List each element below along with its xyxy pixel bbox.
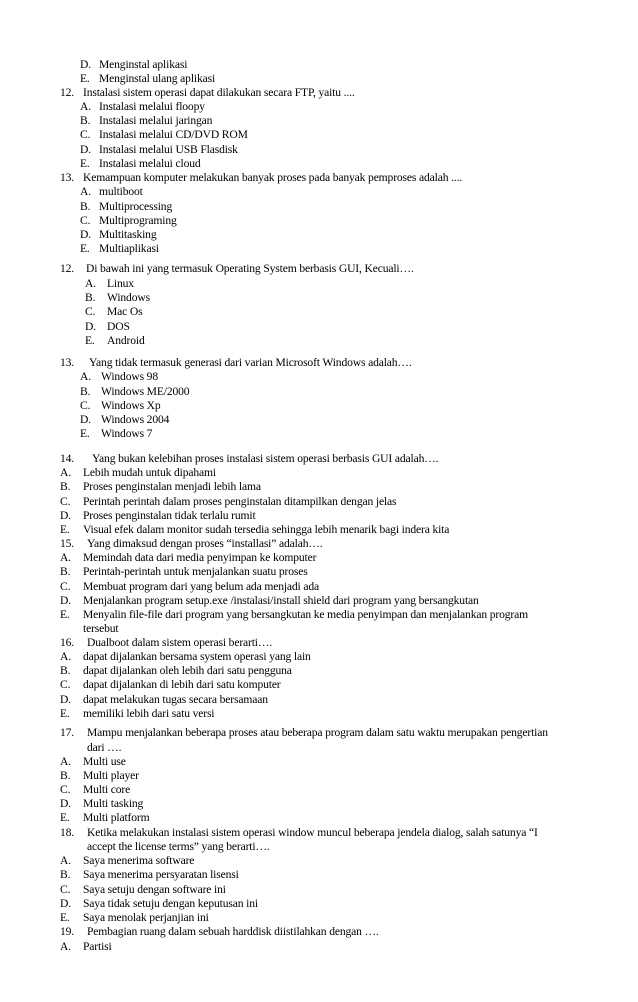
line-text: Dualboot dalam sistem operasi berarti…. bbox=[87, 636, 273, 649]
line-text: Saya setuju dengan software ini bbox=[83, 883, 226, 896]
line-text: Saya tidak setuju dengan keputusan ini bbox=[83, 897, 258, 910]
line-number-label: 16. bbox=[60, 636, 75, 649]
line-text: Yang dimaksud dengan proses “installasi” adalah…. bbox=[87, 537, 323, 550]
line-text: Saya menerima software bbox=[83, 854, 195, 867]
line-number-label: B. bbox=[60, 664, 71, 677]
line-text: Multi use bbox=[83, 755, 126, 768]
line-text: Membuat program dari yang belum ada menjadi ada bbox=[83, 580, 320, 593]
line-number-label: B. bbox=[80, 200, 91, 213]
line-text: Android bbox=[107, 334, 145, 347]
line-text: multiboot bbox=[99, 185, 143, 198]
line-number-label: B. bbox=[85, 291, 96, 304]
line-number-label: A. bbox=[60, 854, 71, 867]
line-number-label: 12. bbox=[60, 262, 75, 275]
line-number-label: C. bbox=[60, 783, 71, 796]
line-number-label: C. bbox=[80, 214, 91, 227]
line-text: tersebut bbox=[83, 622, 119, 635]
line-text: accept the license terms” yang berarti…. bbox=[87, 840, 270, 853]
line-text: Windows bbox=[107, 291, 150, 304]
line-text: Instalasi sistem operasi dapat dilakukan secara FTP, yaitu .... bbox=[83, 86, 355, 99]
line-text: Windows Xp bbox=[101, 399, 161, 412]
line-number-label: 17. bbox=[60, 726, 75, 739]
line-number-label: E. bbox=[80, 157, 90, 170]
line-number-label: A. bbox=[85, 277, 96, 290]
line-number-label: 12. bbox=[60, 86, 75, 99]
line-text: Menginstal ulang aplikasi bbox=[99, 72, 216, 85]
line-number-label: D. bbox=[60, 897, 71, 910]
line-text: Instalasi melalui CD/DVD ROM bbox=[99, 128, 248, 141]
line-number-label: D. bbox=[85, 320, 96, 333]
line-number-label: D. bbox=[80, 228, 91, 241]
line-text: Proses penginstalan tidak terlalu rumit bbox=[83, 509, 256, 522]
line-number-label: 13. bbox=[60, 356, 75, 369]
line-text: Menyalin file-file dari program yang bersangkutan ke media penyimpan dan menjalankan program bbox=[83, 608, 528, 621]
line-number-label: E. bbox=[80, 427, 90, 440]
line-number-label: B. bbox=[60, 565, 71, 578]
line-number-label: A. bbox=[60, 551, 71, 564]
line-text: Di bawah ini yang termasuk Operating System berbasis GUI, Kecuali…. bbox=[86, 262, 414, 275]
line-number-label: E. bbox=[80, 72, 90, 85]
line-number-label: E. bbox=[60, 707, 70, 720]
line-text: Ketika melakukan instalasi sistem operasi window muncul beberapa jendela dialog, salah satunya “I bbox=[87, 826, 538, 839]
line-text: Instalasi melalui jaringan bbox=[99, 114, 213, 127]
line-number-label: C. bbox=[85, 305, 96, 318]
line-number-label: D. bbox=[60, 594, 71, 607]
line-text: Memindah data dari media penyimpan ke komputer bbox=[83, 551, 317, 564]
line-number-label: E. bbox=[60, 811, 70, 824]
line-text: dapat dijalankan bersama system operasi yang lain bbox=[83, 650, 311, 663]
line-number-label: 13. bbox=[60, 171, 75, 184]
line-number-label: D. bbox=[60, 509, 71, 522]
line-text: dapat melakukan tugas secara bersamaan bbox=[83, 693, 268, 706]
line-number-label: A. bbox=[80, 100, 91, 113]
line-text: Kemampuan komputer melakukan banyak proses pada banyak pemproses adalah .... bbox=[83, 171, 463, 184]
line-text: Perintah-perintah untuk menjalankan suatu proses bbox=[83, 565, 308, 578]
line-number-label: 15. bbox=[60, 537, 75, 550]
line-text: Visual efek dalam monitor sudah tersedia sehingga lebih menarik bagi indera kita bbox=[83, 523, 450, 536]
line-text: Partisi bbox=[83, 940, 112, 953]
line-text: Multiprograming bbox=[99, 214, 177, 227]
line-number-label: C. bbox=[60, 495, 71, 508]
line-number-label: B. bbox=[60, 480, 71, 493]
line-number-label: C. bbox=[60, 580, 71, 593]
line-text: Menjalankan program setup.exe /instalasi/install shield dari program yang bersangkutan bbox=[83, 594, 479, 607]
line-number-label: A. bbox=[60, 466, 71, 479]
line-text: Pembagian ruang dalam sebuah harddisk diistilahkan dengan …. bbox=[87, 925, 379, 938]
line-number-label: A. bbox=[60, 650, 71, 663]
line-text: Saya menerima persyaratan lisensi bbox=[83, 868, 239, 881]
line-number-label: E. bbox=[60, 523, 70, 536]
line-number-label: A. bbox=[80, 185, 91, 198]
line-number-label: 14. bbox=[60, 452, 75, 465]
line-text: Yang bukan kelebihan proses instalasi sistem operasi berbasis GUI adalah…. bbox=[92, 452, 439, 465]
line-text: dari …. bbox=[87, 741, 122, 754]
line-text: Proses penginstalan menjadi lebih lama bbox=[83, 480, 261, 493]
line-number-label: A. bbox=[60, 755, 71, 768]
line-text: DOS bbox=[107, 320, 130, 333]
line-number-label: D. bbox=[60, 693, 71, 706]
line-number-label: E. bbox=[85, 334, 95, 347]
line-text: Multi core bbox=[83, 783, 131, 796]
line-text: dapat dijalankan oleh lebih dari satu pengguna bbox=[83, 664, 292, 677]
line-text: Multiaplikasi bbox=[99, 242, 159, 255]
line-text: Windows ME/2000 bbox=[101, 385, 190, 398]
line-number-label: D. bbox=[60, 797, 71, 810]
line-number-label: B. bbox=[80, 114, 91, 127]
line-text: Perintah perintah dalam proses penginstalan ditampilkan dengan jelas bbox=[83, 495, 397, 508]
line-text: Mac Os bbox=[107, 305, 143, 318]
line-text: Multi player bbox=[83, 769, 139, 782]
line-text: dapat dijalankan di lebih dari satu komputer bbox=[83, 678, 281, 691]
line-number-label: A. bbox=[80, 370, 91, 383]
line-number-label: B. bbox=[80, 385, 91, 398]
line-number-label: A. bbox=[60, 940, 71, 953]
line-text: Instalasi melalui cloud bbox=[99, 157, 201, 170]
line-number-label: D. bbox=[80, 58, 91, 71]
line-text: Windows 7 bbox=[101, 427, 153, 440]
line-number-label: E. bbox=[60, 608, 70, 621]
line-number-label: B. bbox=[60, 769, 71, 782]
line-text: Linux bbox=[107, 277, 134, 290]
line-text: Lebih mudah untuk dipahami bbox=[83, 466, 216, 479]
line-number-label: B. bbox=[60, 868, 71, 881]
line-text: Multiprocessing bbox=[99, 200, 173, 213]
line-number-label: C. bbox=[60, 678, 71, 691]
line-text: Multitasking bbox=[99, 228, 157, 241]
line-text: Yang tidak termasuk generasi dari varian Microsoft Windows adalah…. bbox=[89, 356, 412, 369]
line-number-label: D. bbox=[80, 413, 91, 426]
line-number-label: 19. bbox=[60, 925, 75, 938]
line-number-label: C. bbox=[80, 128, 91, 141]
line-number-label: C. bbox=[80, 399, 91, 412]
line-text: Multi tasking bbox=[83, 797, 144, 810]
line-text: Windows 2004 bbox=[101, 413, 170, 426]
line-text: Mampu menjalankan beberapa proses atau beberapa program dalam satu waktu merupakan pengertian bbox=[87, 726, 548, 739]
line-text: Menginstal aplikasi bbox=[99, 58, 188, 71]
line-number-label: D. bbox=[80, 143, 91, 156]
line-number-label: E. bbox=[80, 242, 90, 255]
line-text: Windows 98 bbox=[101, 370, 158, 383]
line-number-label: E. bbox=[60, 911, 70, 924]
line-text: Instalasi melalui USB Flasdisk bbox=[99, 143, 238, 156]
line-text: Instalasi melalui floopy bbox=[99, 100, 205, 113]
line-text: memiliki lebih dari satu versi bbox=[83, 707, 215, 720]
line-text: Saya menolak perjanjian ini bbox=[83, 911, 209, 924]
line-text: Multi platform bbox=[83, 811, 150, 824]
line-number-label: 18. bbox=[60, 826, 75, 839]
line-number-label: C. bbox=[60, 883, 71, 896]
